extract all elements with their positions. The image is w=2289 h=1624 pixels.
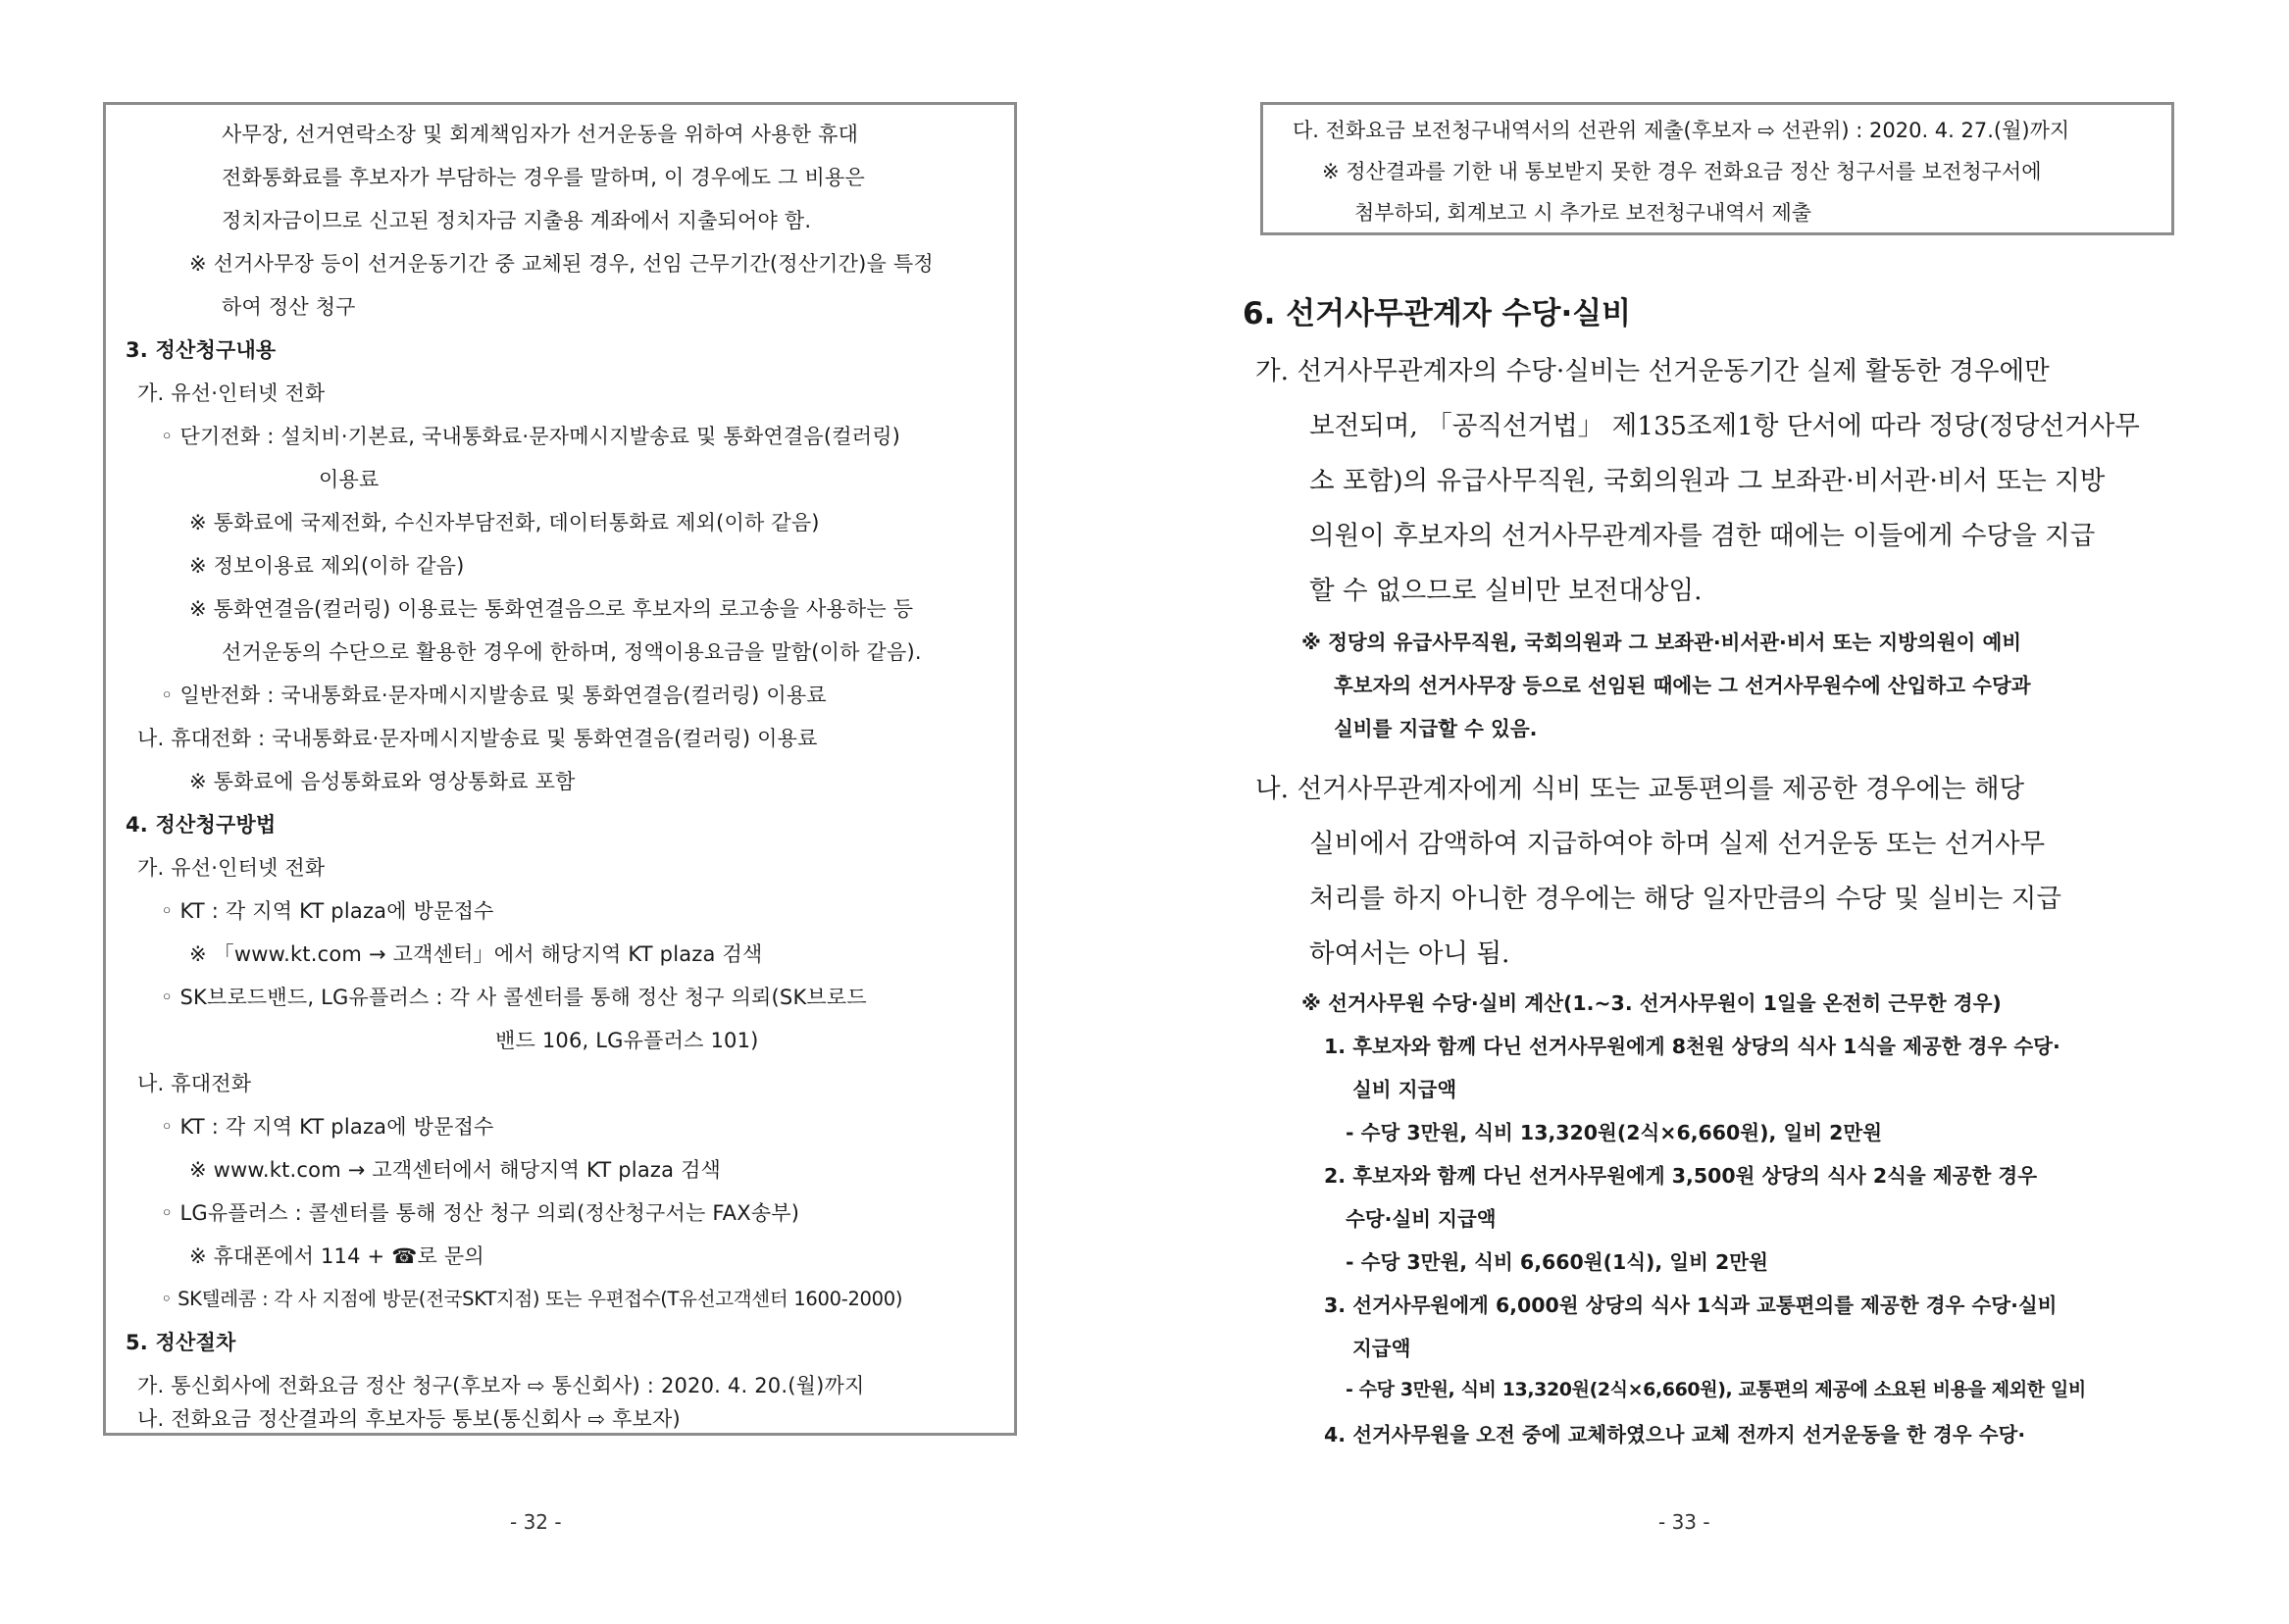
text-line: 선거운동의 수단으로 활용한 경우에 한하며, 정액이용요금을 말함(이하 같음). — [222, 640, 922, 664]
note-line: ※ 정당의 유급사무직원, 국회의원과 그 보좌관·비서관·비서 또는 지방의원이 예비 — [1301, 631, 2022, 654]
paragraph-line: 할 수 없으므로 실비만 보전대상임. — [1309, 576, 1703, 606]
bullet-line: ◦ SK브로드밴드, LG유플러스 : 각 사 콜센터를 통해 정산 청구 의뢰(SK브로드 — [161, 986, 867, 1009]
text-line: 첨부하되, 회계보고 시 추가로 보전청구내역서 제출 — [1354, 201, 1812, 225]
calc-line: 4. 선거사무원을 오전 중에 교체하였으나 교체 전까지 선거운동을 한 경우 수당· — [1324, 1423, 2026, 1446]
calc-line: 2. 후보자와 함께 다닌 선거사무원에게 3,500원 상당의 식사 2식을 제공한 경우 — [1324, 1164, 2038, 1188]
right-page — [1144, 0, 2289, 1624]
page-number: - 33 - — [1658, 1510, 1710, 1534]
text-line: 정치자금이므로 신고된 정치자금 지출용 계좌에서 지출되어야 함. — [222, 209, 812, 232]
note-line: ※ www.kt.com → 고객센터에서 해당지역 KT plaza 검색 — [189, 1158, 722, 1182]
calc-line: ※ 선거사무원 수당·실비 계산(1.~3. 선거사무원이 1일을 온전히 근무한 경우) — [1301, 991, 2002, 1015]
paragraph-line: 의원이 후보자의 선거사무관계자를 겸한 때에는 이들에게 수당을 지급 — [1309, 521, 2096, 551]
paragraph-line: 처리를 하지 아니한 경우에는 해당 일자만큼의 수당 및 실비는 지급 — [1309, 884, 2061, 914]
calc-line: 3. 선거사무원에게 6,000원 상당의 식사 1식과 교통편의를 제공한 경우 수당·실비 — [1324, 1294, 2058, 1317]
bullet-line: ◦ KT : 각 지역 KT plaza에 방문접수 — [161, 899, 494, 923]
bullet-line: ◦ 단기전화 : 설치비·기본료, 국내통화료·문자메시지발송료 및 통화연결음(컬러링) — [161, 425, 901, 448]
note-line: ※ 통화료에 음성통화료와 영상통화료 포함 — [189, 770, 576, 793]
section-heading: 6. 선거사무관계자 수당·실비 — [1243, 296, 1632, 331]
paragraph-line: 소 포함)의 유급사무직원, 국회의원과 그 보좌관·비서관·비서 또는 지방 — [1309, 466, 2106, 496]
text-line: 밴드 106, LG유플러스 101) — [495, 1029, 759, 1052]
bullet-line: ◦ LG유플러스 : 콜센터를 통해 정산 청구 의뢰(정산청구서는 FAX송부) — [161, 1201, 800, 1225]
subsection-heading: 가. 통신회사에 전화요금 정산 청구(후보자 ⇨ 통신회사) : 2020. 4. 20.(월)까지 — [137, 1374, 865, 1397]
calc-line: 수당·실비 지급액 — [1346, 1207, 1497, 1231]
note-line: 실비를 지급할 수 있음. — [1334, 717, 1538, 740]
calc-line: 실비 지급액 — [1352, 1078, 1457, 1101]
right-top-box — [1260, 102, 2174, 235]
note-line: ※ 「www.kt.com → 고객센터」에서 해당지역 KT plaza 검색 — [189, 942, 763, 966]
left-content-box — [103, 102, 1017, 1436]
subsection-heading: 나. 휴대전화 — [137, 1072, 252, 1095]
note-line: ※ 통화료에 국제전화, 수신자부담전화, 데이터통화료 제외(이하 같음) — [189, 511, 820, 534]
subsection-heading: 가. 유선·인터넷 전화 — [137, 856, 326, 880]
left-page — [0, 0, 1144, 1624]
calc-line: - 수당 3만원, 식비 13,320원(2식×6,660원), 일비 2만원 — [1346, 1121, 1883, 1144]
note-line: ※ 정보이용료 제외(이하 같음) — [189, 554, 465, 578]
page-number: - 32 - — [510, 1510, 562, 1534]
paragraph-line: 가. 선거사무관계자의 수당·실비는 선거운동기간 실제 활동한 경우에만 — [1255, 356, 2050, 386]
calc-line: 1. 후보자와 함께 다닌 선거사무원에게 8천원 상당의 식사 1식을 제공한 경우 수당· — [1324, 1035, 2060, 1058]
section-heading: 5. 정산절차 — [126, 1331, 236, 1354]
calc-line: - 수당 3만원, 식비 6,660원(1식), 일비 2만원 — [1346, 1250, 1768, 1274]
note-line: ※ 통화연결음(컬러링) 이용료는 통화연결음으로 후보자의 로고송을 사용하는 등 — [189, 597, 914, 621]
paragraph-line: 나. 선거사무관계자에게 식비 또는 교통편의를 제공한 경우에는 해당 — [1255, 774, 2025, 804]
section-heading: 4. 정산청구방법 — [126, 813, 277, 837]
subsection-heading: 다. 전화요금 보전청구내역서의 선관위 제출(후보자 ⇨ 선관위) : 2020. 4. 27.(월)까지 — [1293, 119, 2070, 142]
text-line: 하여 정산 청구 — [222, 295, 356, 319]
paragraph-line: 실비에서 감액하여 지급하여야 하며 실제 선거운동 또는 선거사무 — [1309, 829, 2046, 859]
subsection-heading: 가. 유선·인터넷 전화 — [137, 381, 326, 405]
subsection-heading: 나. 전화요금 정산결과의 후보자등 통보(통신회사 ⇨ 후보자) — [137, 1407, 681, 1431]
paragraph-line: 하여서는 아니 됨. — [1309, 939, 1510, 969]
note-line: 후보자의 선거사무장 등으로 선임된 때에는 그 선거사무원수에 산입하고 수당과 — [1334, 674, 2031, 697]
calc-line: 지급액 — [1352, 1337, 1411, 1360]
note-line: ※ 정산결과를 기한 내 통보받지 못한 경우 전화요금 정산 청구서를 보전청구서에 — [1322, 160, 2042, 183]
text-line: 이용료 — [319, 468, 380, 491]
calc-line: - 수당 3만원, 식비 13,320원(2식×6,660원), 교통편의 제공에 소요된 비용을 제외한 일비 — [1346, 1379, 2086, 1400]
subsection-heading: 나. 휴대전화 : 국내통화료·문자메시지발송료 및 통화연결음(컬러링) 이용료 — [137, 727, 818, 750]
bullet-line: ◦ 일반전화 : 국내통화료·문자메시지발송료 및 통화연결음(컬러링) 이용료 — [161, 684, 827, 707]
bullet-line: ◦ KT : 각 지역 KT plaza에 방문접수 — [161, 1115, 494, 1139]
text-line: 사무장, 선거연락소장 및 회계책임자가 선거운동을 위하여 사용한 휴대 — [222, 123, 859, 146]
note-line: ※ 휴대폰에서 114 + ☎로 문의 — [189, 1244, 484, 1268]
note-line: ※ 선거사무장 등이 선거운동기간 중 교체된 경우, 선임 근무기간(정산기간)을 특정 — [189, 252, 934, 276]
bullet-line: ◦ SK텔레콤 : 각 사 지점에 방문(전국SKT지점) 또는 우편접수(T유선고객센터 1600-2000) — [161, 1288, 903, 1310]
section-heading: 3. 정산청구내용 — [126, 338, 277, 362]
paragraph-line: 보전되며, 「공직선거법」 제135조제1항 단서에 따라 정당(정당선거사무 — [1309, 411, 2140, 441]
text-line: 전화통화료를 후보자가 부담하는 경우를 말하며, 이 경우에도 그 비용은 — [222, 166, 865, 189]
